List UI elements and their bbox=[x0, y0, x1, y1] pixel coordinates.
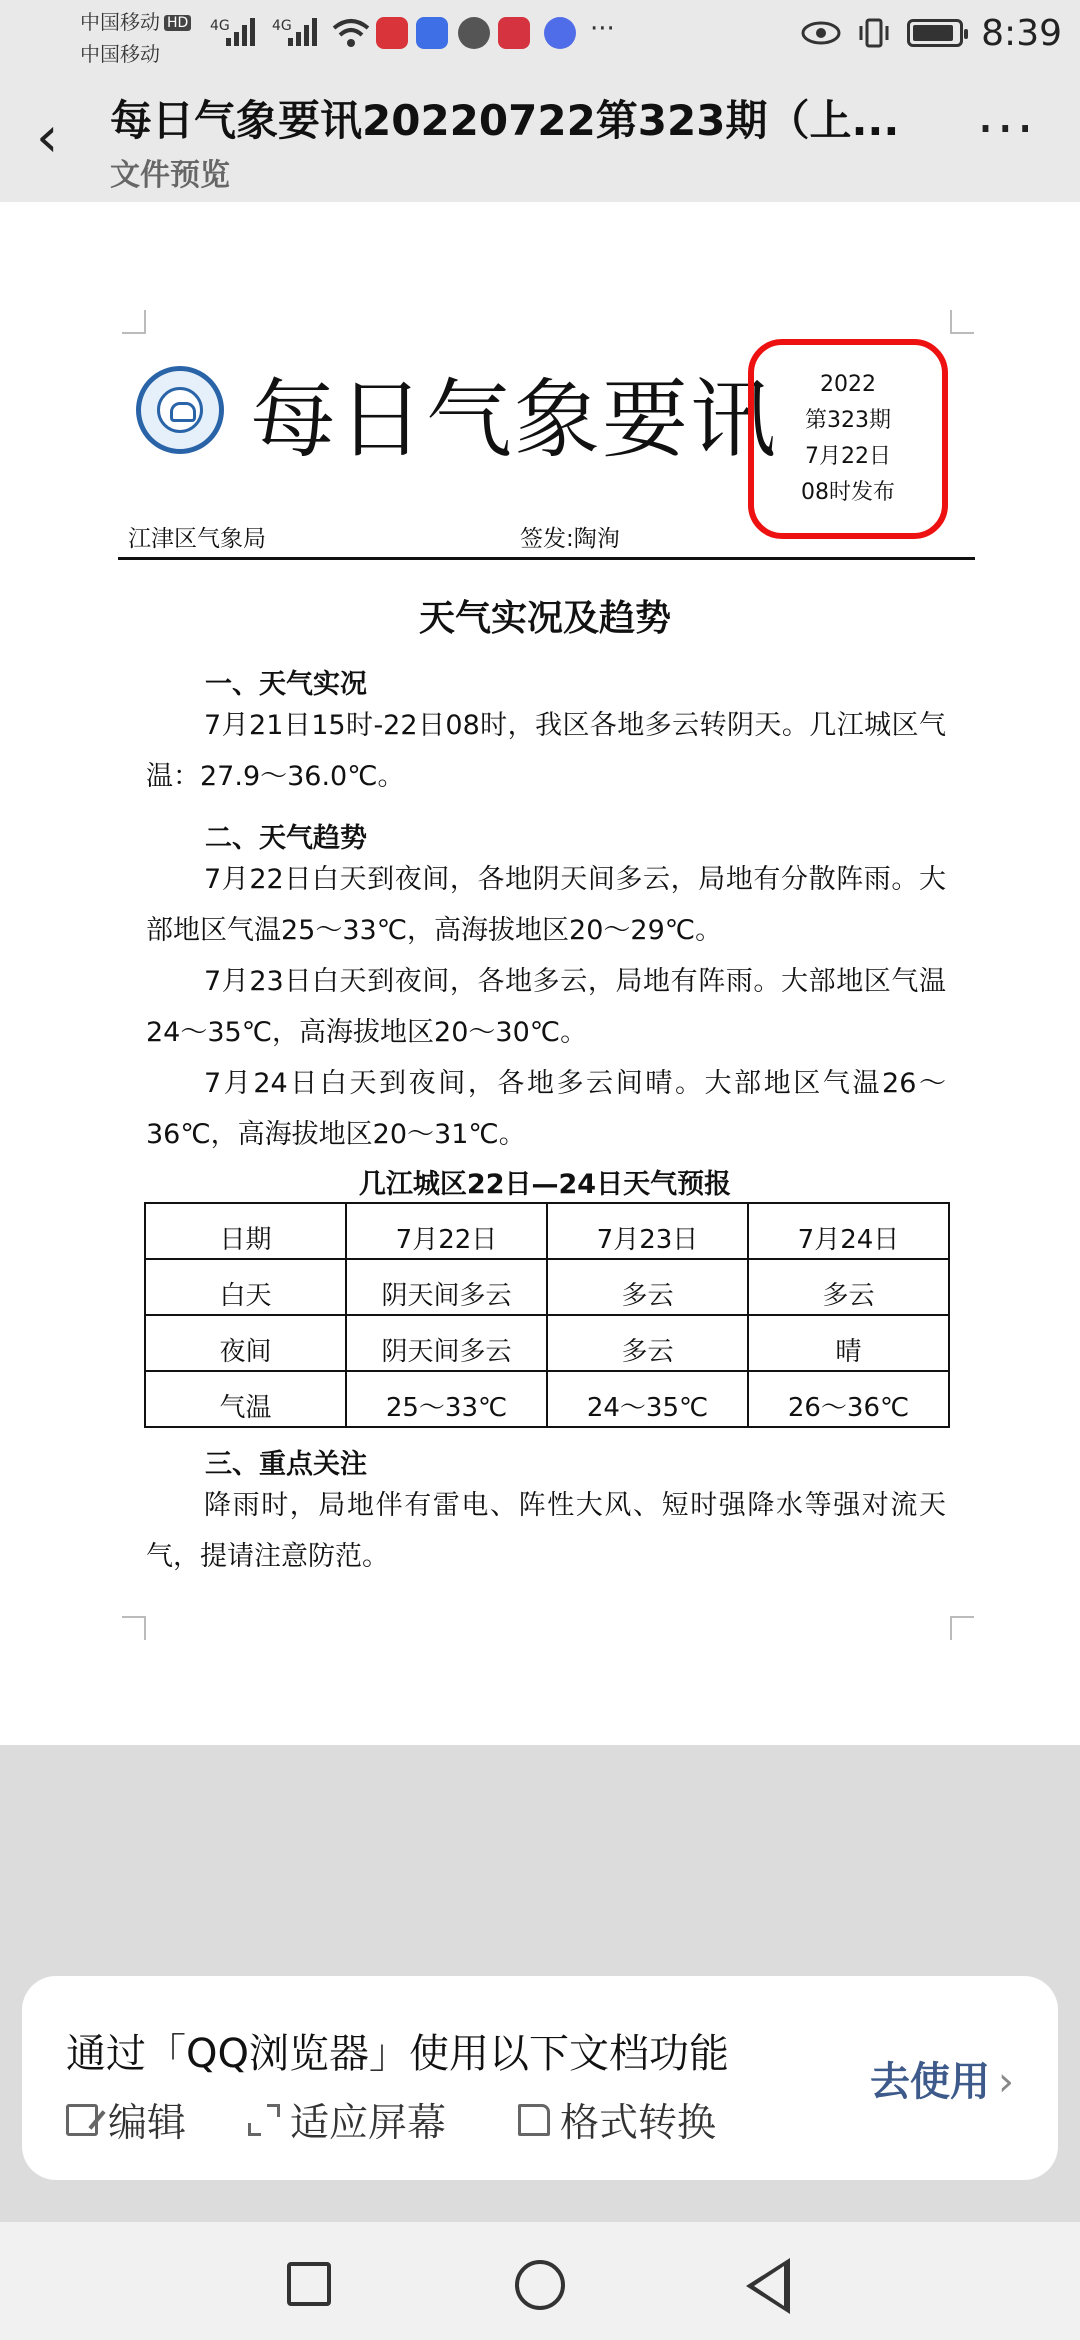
eye-icon bbox=[801, 20, 841, 46]
paragraph-jul22: 7月22日白天到夜间，各地阴天间多云，局地有分散阵雨。大部地区气温25～33℃，高海拔地区20～29℃。 bbox=[146, 864, 946, 946]
issue-time: 08时发布 bbox=[801, 480, 895, 505]
network-type-1: 4G bbox=[210, 18, 230, 34]
document-preview[interactable] bbox=[0, 202, 1080, 1745]
app-header bbox=[0, 66, 1080, 202]
chat-app-icon bbox=[416, 17, 448, 49]
document-title: 每日气象要讯20220722第323期（上... bbox=[110, 96, 900, 145]
status-bar bbox=[0, 0, 1080, 66]
wifi-icon bbox=[332, 16, 370, 48]
qq-browser-banner[interactable] bbox=[22, 1976, 1058, 2180]
table-cell: 白天 bbox=[145, 1259, 346, 1315]
recents-button[interactable] bbox=[287, 2262, 331, 2306]
carrier-1 bbox=[80, 6, 191, 35]
document-icon bbox=[518, 2104, 550, 2136]
signal-icon-2 bbox=[288, 16, 320, 46]
battery-level bbox=[913, 25, 953, 41]
document-subtitle: 文件预览 bbox=[110, 158, 230, 193]
table-cell: 多云 bbox=[547, 1315, 748, 1371]
table-cell: 7月23日 bbox=[547, 1203, 748, 1259]
page-corner-mark bbox=[122, 310, 146, 334]
signer: 签发:陶洵 bbox=[520, 526, 620, 552]
heading-trend: 二、天气趋势 bbox=[205, 823, 367, 854]
banner-title: 通过「QQ浏览器」使用以下文档功能 bbox=[66, 2031, 729, 2077]
format-convert-feature[interactable] bbox=[518, 2092, 716, 2148]
table-row bbox=[145, 1203, 949, 1259]
back-button[interactable] bbox=[36, 105, 59, 170]
more-dots-icon: ··· bbox=[976, 97, 1036, 162]
vibrate-icon bbox=[859, 16, 889, 50]
edit-icon bbox=[66, 2104, 98, 2136]
clock: 8:39 bbox=[981, 12, 1062, 54]
fit-screen-feature[interactable] bbox=[248, 2092, 446, 2148]
masthead: 每日气象要讯 bbox=[250, 370, 778, 470]
publisher: 江津区气象局 bbox=[128, 526, 266, 552]
table-cell: 夜间 bbox=[145, 1315, 346, 1371]
carrier-2: 中国移动 bbox=[80, 42, 160, 66]
table-cell: 气温 bbox=[145, 1371, 346, 1427]
back-nav-button[interactable] bbox=[746, 2258, 790, 2314]
issue-number: 第323期 bbox=[805, 408, 891, 433]
system-nav-bar bbox=[0, 2222, 1080, 2340]
table-cell: 多云 bbox=[547, 1259, 748, 1315]
issue-date: 7月22日 bbox=[805, 444, 891, 469]
carrier-1-label: 中国移动 bbox=[80, 10, 160, 34]
battery-icon bbox=[907, 19, 963, 47]
fit-screen-feature-label: 适应屏幕 bbox=[290, 2101, 447, 2146]
table-row bbox=[145, 1315, 949, 1371]
heading-observed: 一、天气实况 bbox=[205, 669, 367, 700]
more-notifications-icon: ··· bbox=[590, 14, 615, 44]
sports-app-icon bbox=[458, 17, 490, 49]
section-title: 天气实况及趋势 bbox=[418, 598, 671, 639]
edit-feature[interactable] bbox=[66, 2092, 186, 2148]
table-cell: 阴天间多云 bbox=[346, 1315, 547, 1371]
table-cell: 26～36℃ bbox=[748, 1371, 949, 1427]
paragraph-observed: 7月21日15时-22日08时，我区各地多云转阴天。几江城区气温：27.9～36.0℃。 bbox=[146, 710, 946, 792]
page-corner-mark bbox=[950, 1616, 974, 1640]
page-corner-mark bbox=[122, 1616, 146, 1640]
table-row bbox=[145, 1259, 949, 1315]
music-app-icon bbox=[544, 17, 576, 49]
paragraph-jul24: 7月24日白天到夜间，各地多云间晴。大部地区气温26～36℃，高海拔地区20～31℃。 bbox=[146, 1068, 946, 1150]
table-row bbox=[145, 1371, 949, 1427]
issue-info-box bbox=[748, 339, 948, 539]
table-cell: 7月24日 bbox=[748, 1203, 949, 1259]
table-cell: 多云 bbox=[748, 1259, 949, 1315]
hd-badge: HD bbox=[164, 15, 191, 31]
table-cell: 阴天间多云 bbox=[346, 1259, 547, 1315]
format-convert-feature-label: 格式转换 bbox=[560, 2101, 717, 2146]
paragraph-attention: 降雨时，局地伴有雷电、阵性大风、短时强降水等强对流天气，提请注意防范。 bbox=[146, 1490, 946, 1572]
heading-attention: 三、重点关注 bbox=[205, 1449, 367, 1480]
network-type-2: 4G bbox=[272, 18, 292, 34]
fit-screen-icon bbox=[248, 2104, 280, 2136]
forecast-table-title: 几江城区22日—24日天气预报 bbox=[358, 1169, 732, 1200]
shopping-app-icon bbox=[498, 17, 530, 49]
go-use-label: 去使用 bbox=[870, 2059, 990, 2105]
page-corner-mark bbox=[950, 310, 974, 334]
chevron-right-icon: › bbox=[998, 2059, 1014, 2105]
chevron-left-icon: ‹ bbox=[36, 105, 59, 170]
table-cell: 7月22日 bbox=[346, 1203, 547, 1259]
meteorological-bureau-logo bbox=[136, 366, 224, 454]
go-use-button[interactable] bbox=[870, 2050, 1014, 2107]
header-divider bbox=[118, 557, 975, 560]
paragraph-jul23: 7月23日白天到夜间，各地多云，局地有阵雨。大部地区气温24～35℃，高海拔地区20～30℃。 bbox=[146, 966, 946, 1048]
table-cell: 晴 bbox=[748, 1315, 949, 1371]
forecast-table bbox=[144, 1202, 950, 1428]
home-button[interactable] bbox=[515, 2260, 565, 2310]
book-app-icon bbox=[376, 17, 408, 49]
edit-feature-label: 编辑 bbox=[108, 2101, 187, 2146]
signal-icon bbox=[226, 16, 258, 46]
table-cell: 25～33℃ bbox=[346, 1371, 547, 1427]
table-cell: 24～35℃ bbox=[547, 1371, 748, 1427]
table-cell: 日期 bbox=[145, 1203, 346, 1259]
issue-year: 2022 bbox=[820, 372, 876, 397]
more-options-button[interactable] bbox=[976, 97, 1036, 162]
